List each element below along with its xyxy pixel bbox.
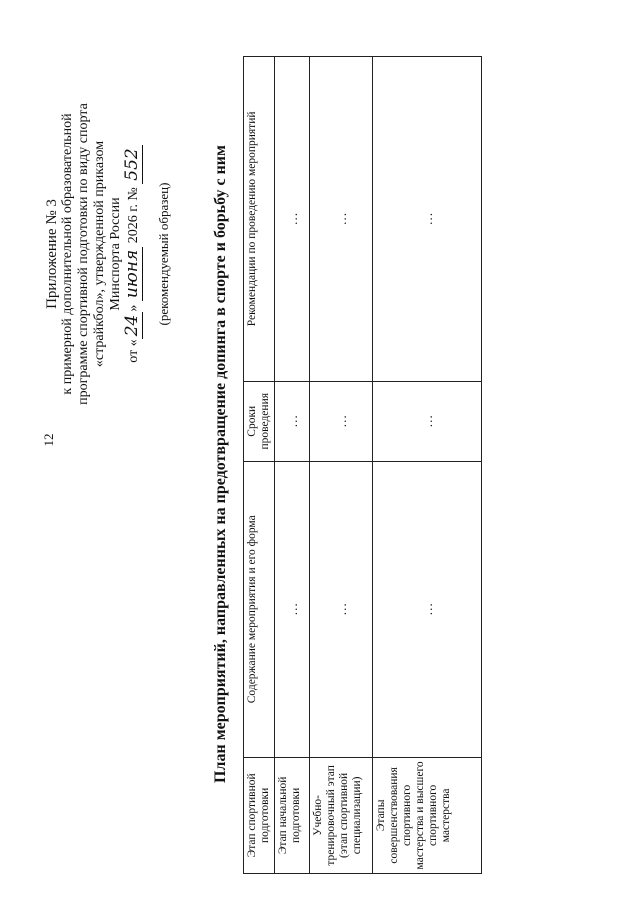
table-row bbox=[373, 57, 482, 874]
order-date-line bbox=[124, 44, 142, 464]
appendix-line-2: программе спортивной подготовки по виду спорта bbox=[76, 103, 91, 405]
cell-stage: Этапы совершенствования спортивного мастерства и высшего спортивного мастерства bbox=[373, 757, 482, 873]
cell-content: … bbox=[373, 461, 482, 757]
page-number: 12 bbox=[41, 433, 56, 447]
appendix-line-4: Минспорта России bbox=[108, 197, 123, 311]
cell-dates: … bbox=[310, 381, 373, 461]
order-mid: » bbox=[126, 304, 141, 312]
sample-note: (рекомендуемый образец) bbox=[156, 182, 171, 326]
order-month-handwritten: июня bbox=[122, 247, 143, 301]
cell-stage: Учебно-тренировочный этап (этап спортивной специализации) bbox=[310, 757, 373, 873]
appendix-line-1: к примерной дополнительной образовательной bbox=[60, 113, 75, 395]
table-header-row bbox=[244, 57, 275, 874]
cell-recommendations: … bbox=[275, 57, 310, 382]
table-row bbox=[310, 57, 373, 874]
cell-content: … bbox=[275, 461, 310, 757]
order-prefix: от « bbox=[126, 339, 141, 363]
order-number-handwritten: 552 bbox=[122, 145, 143, 183]
cell-dates: … bbox=[373, 381, 482, 461]
cell-stage: Этап начальной подготовки bbox=[275, 757, 310, 873]
plan-table bbox=[243, 56, 482, 874]
header-dates: Сроки проведения bbox=[244, 381, 275, 461]
cell-content: … bbox=[310, 461, 373, 757]
appendix-number: Приложение № 3 bbox=[44, 199, 60, 309]
cell-dates: … bbox=[275, 381, 310, 461]
order-year: 2026 г. № bbox=[126, 187, 141, 244]
header-content: Содержание мероприятия и его форма bbox=[244, 461, 275, 757]
cell-recommendations: … bbox=[373, 57, 482, 382]
appendix-line-3: «страйкбол», утвержденной приказом bbox=[92, 140, 107, 368]
appendix-header bbox=[44, 44, 172, 464]
document-title: План мероприятий, направленных на предотвращение допинга в спорте и борьбу с ним bbox=[212, 145, 229, 783]
header-recommendations: Рекомендации по проведению мероприятий bbox=[244, 57, 275, 382]
cell-recommendations: … bbox=[310, 57, 373, 382]
header-stage: Этап спортивной подготовки bbox=[244, 757, 275, 873]
order-day-handwritten: 24 bbox=[122, 312, 143, 340]
table-row bbox=[275, 57, 310, 874]
